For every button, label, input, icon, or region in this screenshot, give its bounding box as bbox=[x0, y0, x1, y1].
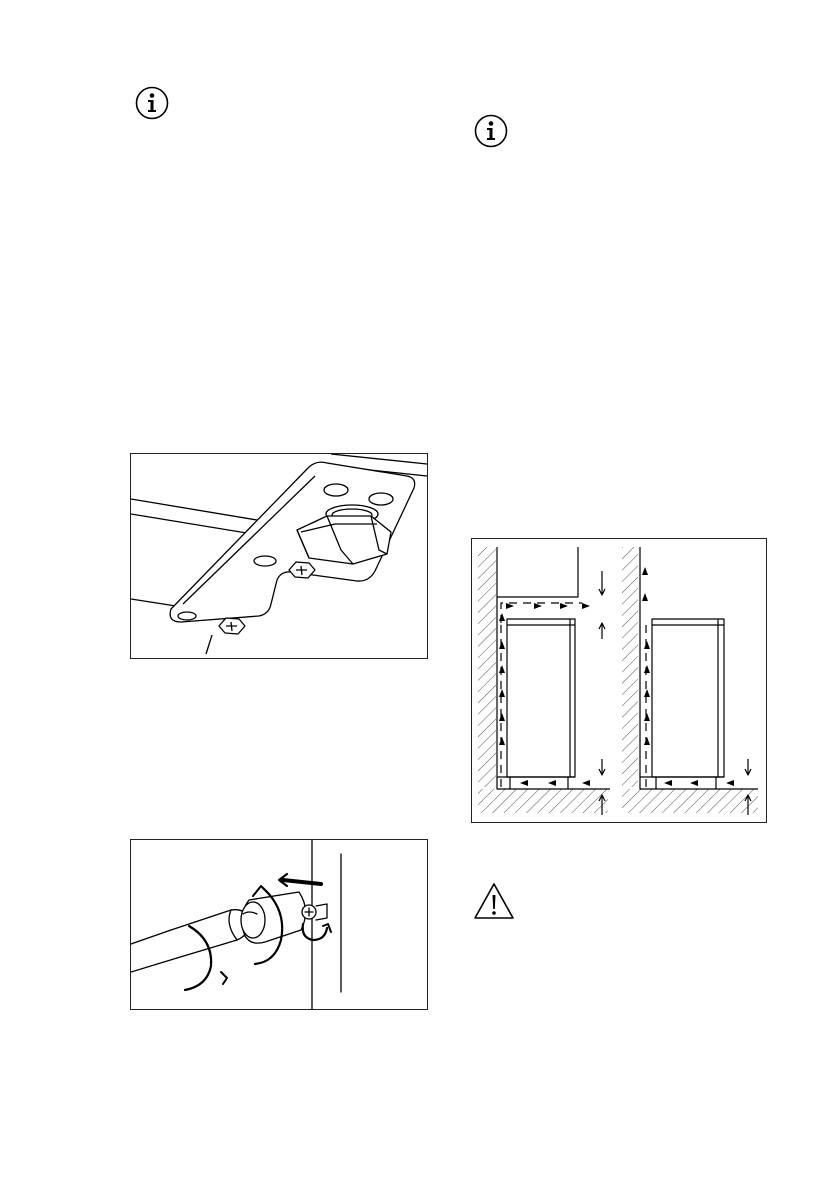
info-icon-left bbox=[135, 86, 169, 120]
ventilation-clearance-figure bbox=[471, 538, 767, 823]
adjustable-foot-figure bbox=[130, 453, 428, 659]
door-adjustment-figure bbox=[130, 839, 428, 1010]
warning-icon bbox=[473, 882, 515, 920]
info-icon-right bbox=[474, 114, 508, 148]
